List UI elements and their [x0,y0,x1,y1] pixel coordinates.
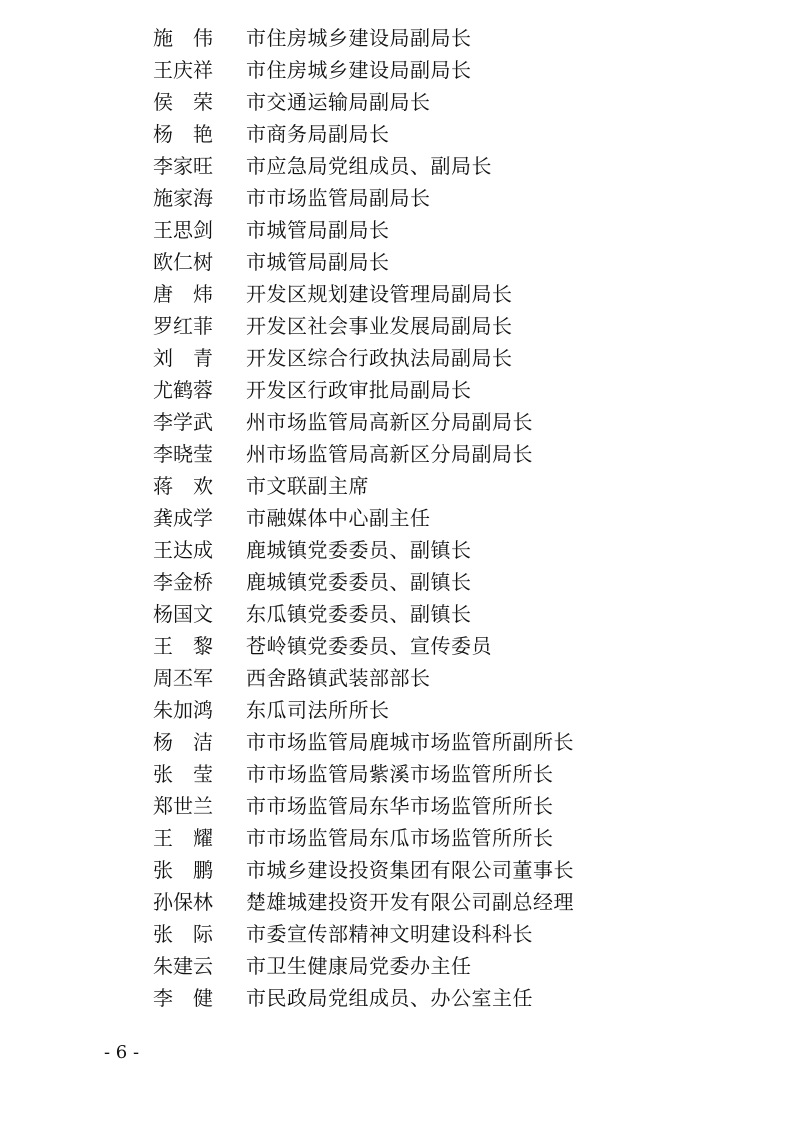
personnel-entry [153,886,753,918]
person-name: 施家海 [153,186,213,210]
person-title: 市住房城乡建设局副局长 [246,26,472,50]
person-name: 张 鹏 [153,858,213,882]
person-title: 西舍路镇武装部部长 [246,666,431,690]
personnel-entry [153,310,753,342]
person-title: 楚雄城建投资开发有限公司副总经理 [246,890,574,914]
person-title: 市卫生健康局党委办主任 [246,954,472,978]
personnel-entry [153,54,753,86]
person-name: 王思剑 [153,218,213,242]
personnel-entry [153,918,753,950]
person-title: 市文联副主席 [246,474,369,498]
person-name: 龚成学 [153,506,213,530]
person-title: 市融媒体中心副主任 [246,506,431,530]
person-name: 施 伟 [153,26,213,50]
person-title: 开发区综合行政执法局副局长 [246,346,513,370]
personnel-entry [153,854,753,886]
person-title: 市市场监管局东华市场监管所所长 [246,794,554,818]
person-title: 市城乡建设投资集团有限公司董事长 [246,858,574,882]
person-name: 王 黎 [153,634,213,658]
person-title: 市商务局副局长 [246,122,390,146]
person-title: 市市场监管局鹿城市场监管所副所长 [246,730,574,754]
person-name: 张 莹 [153,762,213,786]
personnel-entry [153,726,753,758]
personnel-entry [153,758,753,790]
person-title: 市应急局党组成员、副局长 [246,154,492,178]
person-name: 朱建云 [153,954,213,978]
personnel-entry [153,982,753,1014]
person-name: 周丕军 [153,666,213,690]
person-title: 市市场监管局副局长 [246,186,431,210]
personnel-entry [153,598,753,630]
person-title: 州市场监管局高新区分局副局长 [246,410,533,434]
person-title: 开发区社会事业发展局副局长 [246,314,513,338]
personnel-entry [153,278,753,310]
personnel-entry [153,406,753,438]
person-name: 蒋 欢 [153,474,213,498]
person-name: 王 耀 [153,826,213,850]
person-name: 李金桥 [153,570,213,594]
person-name: 王庆祥 [153,58,213,82]
person-name: 朱加鸿 [153,698,213,722]
person-name: 尤鹤蓉 [153,378,213,402]
person-name: 杨国文 [153,602,213,626]
person-name: 孙保林 [153,890,213,914]
personnel-entry [153,950,753,982]
person-title: 州市场监管局高新区分局副局长 [246,442,533,466]
personnel-entry [153,342,753,374]
personnel-entry [153,790,753,822]
person-name: 罗红菲 [153,314,213,338]
personnel-entry [153,22,753,54]
person-title: 市市场监管局东瓜市场监管所所长 [246,826,554,850]
person-name: 侯 荣 [153,90,213,114]
person-name: 郑世兰 [153,794,213,818]
personnel-entry [153,534,753,566]
personnel-entry [153,182,753,214]
person-name: 李晓莹 [153,442,213,466]
personnel-entry [153,470,753,502]
person-name: 杨 艳 [153,122,213,146]
personnel-entry [153,662,753,694]
person-title: 开发区行政审批局副局长 [246,378,472,402]
person-title: 鹿城镇党委委员、副镇长 [246,538,472,562]
person-title: 鹿城镇党委委员、副镇长 [246,570,472,594]
personnel-entry [153,438,753,470]
page-number: - 6 - [104,1042,140,1063]
personnel-entry [153,374,753,406]
person-name: 刘 青 [153,346,213,370]
person-title: 东瓜司法所所长 [246,698,390,722]
personnel-entry [153,694,753,726]
person-title: 苍岭镇党委委员、宣传委员 [246,634,492,658]
personnel-entry [153,150,753,182]
person-title: 市交通运输局副局长 [246,90,431,114]
person-title: 东瓜镇党委委员、副镇长 [246,602,472,626]
person-name: 李家旺 [153,154,213,178]
personnel-entry [153,630,753,662]
personnel-entry [153,246,753,278]
person-title: 市市场监管局紫溪市场监管所所长 [246,762,554,786]
person-name: 王达成 [153,538,213,562]
person-name: 唐 炜 [153,282,213,306]
personnel-entry [153,86,753,118]
person-name: 李 健 [153,986,213,1010]
personnel-list [153,22,753,1014]
person-name: 杨 洁 [153,730,213,754]
personnel-entry [153,118,753,150]
person-title: 开发区规划建设管理局副局长 [246,282,513,306]
person-name: 李学武 [153,410,213,434]
personnel-entry [153,822,753,854]
person-title: 市住房城乡建设局副局长 [246,58,472,82]
person-name: 张 际 [153,922,213,946]
personnel-entry [153,566,753,598]
person-title: 市民政局党组成员、办公室主任 [246,986,533,1010]
person-title: 市城管局副局长 [246,218,390,242]
person-name: 欧仁树 [153,250,213,274]
personnel-entry [153,502,753,534]
person-title: 市委宣传部精神文明建设科科长 [246,922,533,946]
person-title: 市城管局副局长 [246,250,390,274]
personnel-entry [153,214,753,246]
